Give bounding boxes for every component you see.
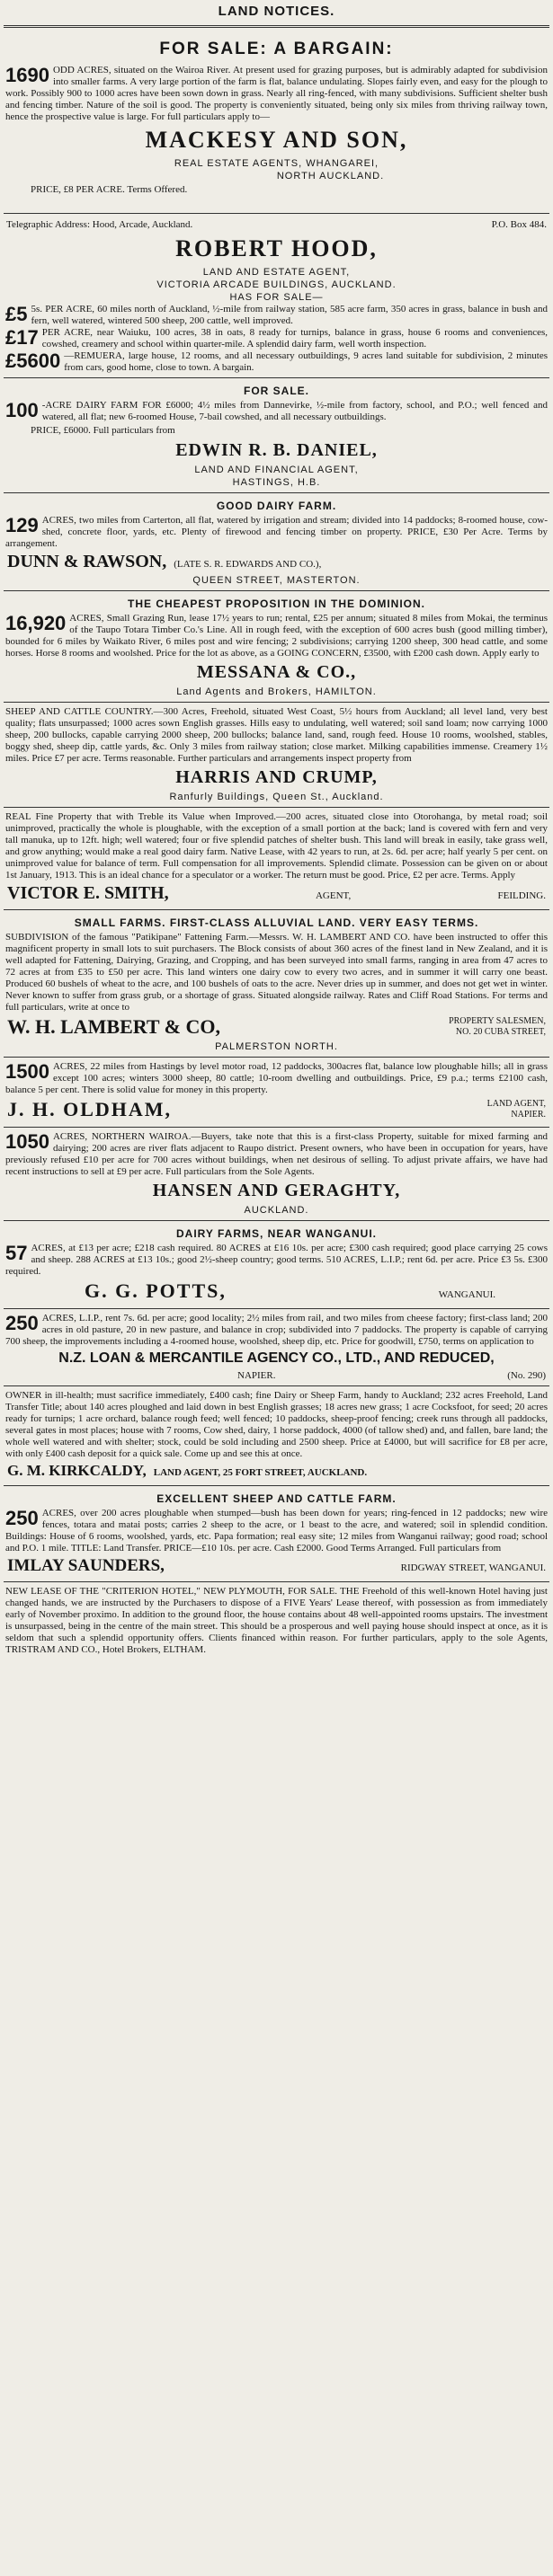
firm-name: J. H. OLDHAM, xyxy=(7,1098,173,1120)
ad-body xyxy=(5,1131,548,1178)
ad-hansen-geraghty xyxy=(4,1129,549,1218)
firm-subtitle: LAND AND FINANCIAL AGENT, xyxy=(194,465,359,475)
listing-item xyxy=(5,327,548,350)
ad-heading: THE CHEAPEST PROPOSITION IN THE DOMINION. xyxy=(127,598,426,610)
ad-body xyxy=(5,613,548,659)
firm-location: FEILDING. xyxy=(497,890,546,901)
firm-contact xyxy=(449,1016,546,1038)
ad-body xyxy=(5,1313,548,1348)
ad-text: ODD ACRES, situated on the Wairoa River. At present used for grazing purposes, but is admirably adapted for subdivision into smaller farms. A very large portion of the farm is flat, balance undulating. Slopes fairly even, and easy for the plough to work. Possibly 900 to 1000 acres have been sown down in grass. Nearly all ring-fenced, with many subdivisions. Sufficient shelter bush and fencing timber. Nature of the soil is good. The property is conveniently situated, being only six miles from thriving railway town, hence the prospective value is large. For full particulars apply to— xyxy=(5,65,548,122)
ad-lead-number: 129 xyxy=(5,514,39,536)
firm-subtitle: REAL ESTATE AGENTS, WHANGAREI, xyxy=(174,158,379,169)
ad-heading: SMALL FARMS. FIRST-CLASS ALLUVIAL LAND. VERY EASY TERMS. xyxy=(74,916,479,929)
price-line: PRICE, £6000. Full particulars from xyxy=(31,425,175,436)
divider xyxy=(4,1385,549,1386)
firm-line xyxy=(4,1554,549,1578)
listing-text: PER ACRE, near Waiuku, 100 acres, 38 in oats, 8 ready for turnips, balance in grass, house 6 rooms and conveniences, cowshed, creamery and school within quarter-mile. A splendid dairy farm, well worth inspection. xyxy=(41,327,548,350)
ad-lead-number: 250 xyxy=(5,1507,39,1529)
firm-note: (LATE S. R. EDWARDS AND CO.), xyxy=(174,559,322,570)
firm-address: NO. 20 CUBA STREET, xyxy=(455,1027,546,1037)
listing-lead: £17 xyxy=(5,326,39,349)
firm-name: DUNN & RAWSON, xyxy=(7,552,167,571)
firm-location: RIDGWAY STREET, WANGANUI. xyxy=(400,1562,546,1573)
ad-potts xyxy=(4,1223,549,1306)
firm-name: HARRIS AND CRUMP, xyxy=(175,767,378,787)
ad-mackesy xyxy=(4,31,549,199)
ad-text: ACRES, over 200 acres ploughable when stumped—bush has been down for years; ring-fenced in 12 paddocks; new wire fences, totara and matai posts; carries 2 sheep to the acre, or 1 beast to the acre, and watered; soil in splendid condition. Buildings: House of 6 rooms, woolshed, yards, etc. Papa formation; real easy site; 12 miles from Wanganui railway; good road; school and P.O. 1 mile. TITLE: Land Transfer. PRICE—£10 10s. per acre. Cash £2000. Good Terms Arranged. Full particulars from xyxy=(5,1508,548,1554)
ad-body xyxy=(5,400,548,423)
ad-harris-crump xyxy=(4,704,549,805)
ad-dunn-rawson xyxy=(4,495,549,589)
ad-text: SHEEP AND CATTLE COUNTRY.—300 Acres, Freehold, situated West Coast, 5½ hours from Auckland; all level land, very best quality; flats unsurpassed; 1000 acres sown English grasses. Hills easy to undulating, well watered; soil sand loam; now carrying 1000 sheep, 200 bullocks, capable carrying 2000 sheep, 200 bullocks; balance land, sand, rough feed. House 10 rooms, woolshed, stables, boggy shed, sheep dip, cattle yards, &c. Only 3 miles from railway station; close market. Milking capabilities immense. Creamery 1½ miles. Price £7 per acre. Terms reasonable. Further particulars and arrangements inspect property from xyxy=(5,706,548,764)
ad-text: NEW LEASE OF THE "CRITERION HOTEL," NEW PLYMOUTH, FOR SALE. THE Freehold of this well-known Hotel having just changed hands, we are instructed by the Purchasers to dispose of a FIVE Years' Lease thereof, with possession as from immediately early of November proximo. In addition to the ground floor, the house contains about 48 well-appointed rooms upstairs. The investment is unsurpassed, being in the centre of the main street. This should be a prosperous and well paying house should inspect at once, as it is seldom that such a splendid opportunity offers. Clients financed within reason. For further particulars, apply to the sole Agents, TRISTRAM AND CO., Hotel Brokers, ELTHAM. xyxy=(5,1586,548,1655)
divider xyxy=(4,492,549,493)
firm-location: AUCKLAND. xyxy=(244,1205,309,1216)
divider xyxy=(4,213,549,214)
firm-line xyxy=(4,550,549,574)
firm-line xyxy=(4,1278,549,1305)
ad-lead-number: 1500 xyxy=(5,1060,49,1083)
listing-text: —REMUERA, large house, 12 rooms, and all necessary outbuildings, 9 acres land suitable for subdivision, 2 minutes from cars, good home, close to town. A bargain. xyxy=(64,350,548,373)
ad-oldham xyxy=(4,1059,549,1125)
ad-lead-number: 16,920 xyxy=(5,612,67,634)
ad-text: ACRES, NORTHERN WAIROA.—Buyers, take note that this is a first-class Property, suitable for mixed farming and dairying; 200 acres are river flats adjacent to Raupo district. Present owners, who have been in occupation for years, have previously refused £10 per acre for 700 acres without buildings, when net desirous of selling. To adjust private affairs, we have had recent instructions to sell at £9 per acre. Full particulars from the Sole Agents. xyxy=(5,1131,548,1177)
firm-name: G. G. POTTS, xyxy=(85,1279,227,1302)
ad-edwin-daniel xyxy=(4,380,549,491)
firm-name: MESSANA & CO., xyxy=(196,662,357,682)
firm-name: IMLAY SAUNDERS, xyxy=(7,1556,165,1575)
firm-name: G. M. KIRKCALDY, xyxy=(7,1462,147,1479)
firm-location: VICTORIA ARCADE BUILDINGS, AUCKLAND. xyxy=(156,279,397,290)
ad-text: OWNER in ill-health; must sacrifice immediately, £400 cash; fine Dairy or Sheep Farm, handy to Auckland; 232 acres Freehold, Land Transfer Title; about 140 acres ploughed and laid down in best English grasses; 18 acres new grass; 1 acre Cocksfoot, for seed; 20 acres ready for turnips; 1 acre orchard, balance rough feed; well fenced; 10 paddocks, sheep-proof fencing; creek runs through all paddocks, several gates in most places; house with 7 rooms, Cow shed, dairy, 1 horse paddock, 4000 (of tallow shed) and, and fallen, bare land; the whole well watered and with shelter; stock, could be sold including and 2500 sheep. Price at £4000, but will sacrifice for £8 per acre, with only £400 cash deposit for a quick sale. Come up and see this at once. xyxy=(5,1390,548,1459)
ad-body xyxy=(5,515,548,550)
ad-messana xyxy=(4,593,549,700)
has-for-sale: HAS FOR SALE— xyxy=(229,292,324,303)
divider xyxy=(4,1220,549,1221)
ad-lambert xyxy=(4,912,549,1055)
ad-body xyxy=(5,1508,548,1554)
firm-name: EDWIN R. B. DANIEL, xyxy=(175,440,378,460)
firm-line xyxy=(4,1460,549,1482)
ad-kirkcaldy xyxy=(4,1388,549,1483)
ad-text: SUBDIVISION of the famous "Patikipane" Fattening Farm.—Messrs. W. H. LAMBERT AND CO. have been instructed to offer this magnificent property in small lots to suit purchasers. The Block consists of about 360 acres of the finest land in New Zealand, and it is well adapted for Fattening, Dairying, Grazing, and Cropping, and has been surveyed into small farms, ranging in area from 47 acres to 72 acres at from £35 to £50 per acre. This land winters one dairy cow to every two acres, and in summer it will carry one beast. Produced 60 bushels of wheat to the acre, and 100 bushels of oats to the acre. Never dries up in summer, and does not get wet in winter. Never known to suffer from grass grub, or a shortage of grass. Situated alongside railway. Rates and Cliff Road Stations. For terms and full particulars, write at once to xyxy=(5,932,548,1013)
firm-line xyxy=(4,881,549,906)
ad-text: -ACRE DAIRY FARM FOR £6000; 4½ miles from Dannevirke, ½-mile from factory, school, and P.O.; well fenced and watered, all flat; new 6-roomed House, 7-bail cowshed, and all necessary outbuildings. xyxy=(41,400,548,422)
firm-location: QUEEN STREET, MASTERTON. xyxy=(192,575,361,586)
ad-body xyxy=(5,1061,548,1096)
firm-line xyxy=(4,1014,549,1040)
divider xyxy=(4,590,549,591)
ad-reference: (No. 290) xyxy=(507,1370,546,1381)
firm-subtitle: Ranfurly Buildings, Queen St., Auckland. xyxy=(169,792,384,802)
firm-location: NAPIER. xyxy=(511,1110,546,1120)
price-line: PRICE, £8 PER ACRE. Terms Offered. xyxy=(31,184,188,195)
ad-heading: GOOD DAIRY FARM. xyxy=(216,500,337,512)
ad-body xyxy=(5,1243,548,1278)
divider xyxy=(4,1057,549,1058)
contact-row xyxy=(4,217,549,232)
ad-heading: FOR SALE: A BARGAIN: xyxy=(159,40,394,58)
land-notices-page xyxy=(4,0,549,1658)
divider xyxy=(4,807,549,808)
ad-lead-number: 57 xyxy=(5,1242,28,1264)
telegraphic-address: Telegraphic Address: Hood, Arcade, Auckland. xyxy=(6,219,193,230)
firm-name: W. H. LAMBERT & CO, xyxy=(7,1015,220,1038)
divider xyxy=(4,1308,549,1309)
divider xyxy=(4,1581,549,1582)
firm-name: HANSEN AND GERAGHTY, xyxy=(152,1181,401,1200)
divider xyxy=(4,1485,549,1486)
ad-text: ACRES, 22 miles from Hastings by level motor road, 12 paddocks, 300acres flat, balance low ploughable hills; all in grass except 100 acres; winters 3000 sheep, 80 cattle; 10-room dwelling and outbuildings. Price, £9 p.a.; terms £2100 cash, balance 5 per cent. There is solid value for money in this property. xyxy=(5,1061,548,1095)
firm-role: AGENT, xyxy=(315,890,352,901)
ad-heading: FOR SALE. xyxy=(243,385,309,397)
listing-item xyxy=(5,350,548,374)
divider xyxy=(4,702,549,703)
ad-heading: DAIRY FARMS, NEAR WANGANUI. xyxy=(175,1227,377,1240)
firm-line xyxy=(4,1096,549,1123)
firm-location: WANGANUI. xyxy=(438,1289,495,1300)
ad-victor-smith xyxy=(4,810,549,907)
ad-imlay-saunders xyxy=(4,1488,549,1580)
ad-criterion-hotel xyxy=(4,1584,549,1658)
firm-location: NAPIER. xyxy=(237,1370,276,1381)
firm-line xyxy=(4,1369,549,1382)
firm-name: MACKESY AND SON, xyxy=(145,127,408,153)
firm-location: PALMERSTON NORTH. xyxy=(215,1041,338,1052)
ad-text: ACRES, at £13 per acre; £218 cash required. 80 ACRES at £16 10s. per acre; £300 cash required; good place carrying 25 cows and sheep. 288 ACRES at £13 10s.; good 2½-sheep country; good terms. 510 ACRES, L.I.P.; rent 6d. per acre. Price £3 5s. £300 required. xyxy=(5,1243,548,1277)
divider xyxy=(4,1127,549,1128)
ad-robert-hood xyxy=(4,216,549,376)
firm-location: NORTH AUCKLAND. xyxy=(276,171,385,181)
ad-text: ACRES, two miles from Carterton, all flat, watered by irrigation and stream; divided into 14 paddocks; 8-roomed house, cow-shed, concrete floor, yards, etc. Plenty of firewood and fencing timber on property. PRICE, £30 Per Acre. Terms by arrangement. xyxy=(5,515,548,549)
firm-role: PROPERTY SALESMEN, xyxy=(449,1016,546,1026)
firm-name: ROBERT HOOD, xyxy=(175,235,378,261)
firm-subtitle: LAND AND ESTATE AGENT, xyxy=(202,267,351,278)
divider xyxy=(4,909,549,910)
listing-text: 5s. PER ACRE, 60 miles north of Auckland, ½-mile from railway station, 585 acre farm, 350 acres in grass, balance in bush and fern, well watered, wintered 500 sheep, 200 cattle, well improved. xyxy=(31,304,548,326)
firm-name: VICTOR E. SMITH, xyxy=(7,883,169,903)
firm-subtitle: Land Agents and Brokers, HAMILTON. xyxy=(176,686,377,697)
firm-contact xyxy=(487,1099,546,1120)
ad-text: ACRES, Small Grazing Run, lease 17½ years to run; rental, £25 per annum; situated 8 miles from Mokai, the terminus of the Taupo Totara Timber Co.'s Line. All in rough feed, with the exception of 600 acres bush (good milling timber), bounded for 6 miles by Waikato River, 6 miles post and wire fencing; 2 subdivisions; carrying 1200 sheep, 300 head cattle, and some horses. Horse 8 rooms and woolshed. Price for the lot as above, as a GOING CONCERN, £3500, with £200 cash down. Apply early to xyxy=(5,613,548,659)
listing-lead: £5600 xyxy=(5,350,61,372)
ad-body xyxy=(5,65,548,123)
divider xyxy=(4,25,549,28)
ad-lead-number: 250 xyxy=(5,1312,39,1334)
listing-lead: £5 xyxy=(5,303,28,325)
firm-role: LAND AGENT, 25 FORT STREET, AUCKLAND. xyxy=(153,1467,368,1478)
firm-role: LAND AGENT, xyxy=(486,1099,546,1109)
firm-location: HASTINGS, H.B. xyxy=(232,477,321,488)
ad-lead-number: 100 xyxy=(5,399,39,421)
divider xyxy=(4,377,549,378)
ad-text: ACRES, L.I.P., rent 7s. 6d. per acre; good locality; 2½ miles from rail, and two miles from cheese factory; first-class land; 200 acres in old pasture, 20 in new pasture, and balance in crop; subdivided into 7 paddocks. The property is capable of carrying 700 sheep, the improvements including a 4-roomed house, woolshed, sheep dip, etc. Price for goodwill, £750, terms on application to xyxy=(5,1313,548,1347)
po-box: P.O. Box 484. xyxy=(491,219,547,230)
ad-text: REAL Fine Property that with Treble its Value when Improved.—200 acres, situated close into Otorohanga, by metal road; soil unimproved, practically the whole is ploughable, with the exception of a small portion at the back; land is covered with fern and very tall manuka, up to 12ft. high; well watered; four or five splendid patches of shelter bush. This land will break in easily, take grass well, and grow anything; would make a real good dairy farm. Native Lease, with 42 years to run, at 2s. 6d. per acre; half yearly 5 per cent. on unimproved value for balance of term. Full compensation for all improvements. Splendid climate. Possession can be given on or about 1st January, 1913. This is an ideal chance for a speculator or a worker. The return must be good. Price, £2 per acre. Terms. Apply xyxy=(5,811,548,881)
ad-heading: EXCELLENT SHEEP AND CATTLE FARM. xyxy=(156,1492,397,1505)
listing-item xyxy=(5,304,548,327)
ad-lead-number: 1050 xyxy=(5,1130,49,1153)
ad-lead-number: 1690 xyxy=(5,64,49,86)
firm-name: N.Z. LOAN & MERCANTILE AGENCY CO., LTD., AND REDUCED, xyxy=(58,1350,495,1366)
page-title: LAND NOTICES. xyxy=(218,4,335,19)
ad-nz-loan xyxy=(4,1311,549,1384)
